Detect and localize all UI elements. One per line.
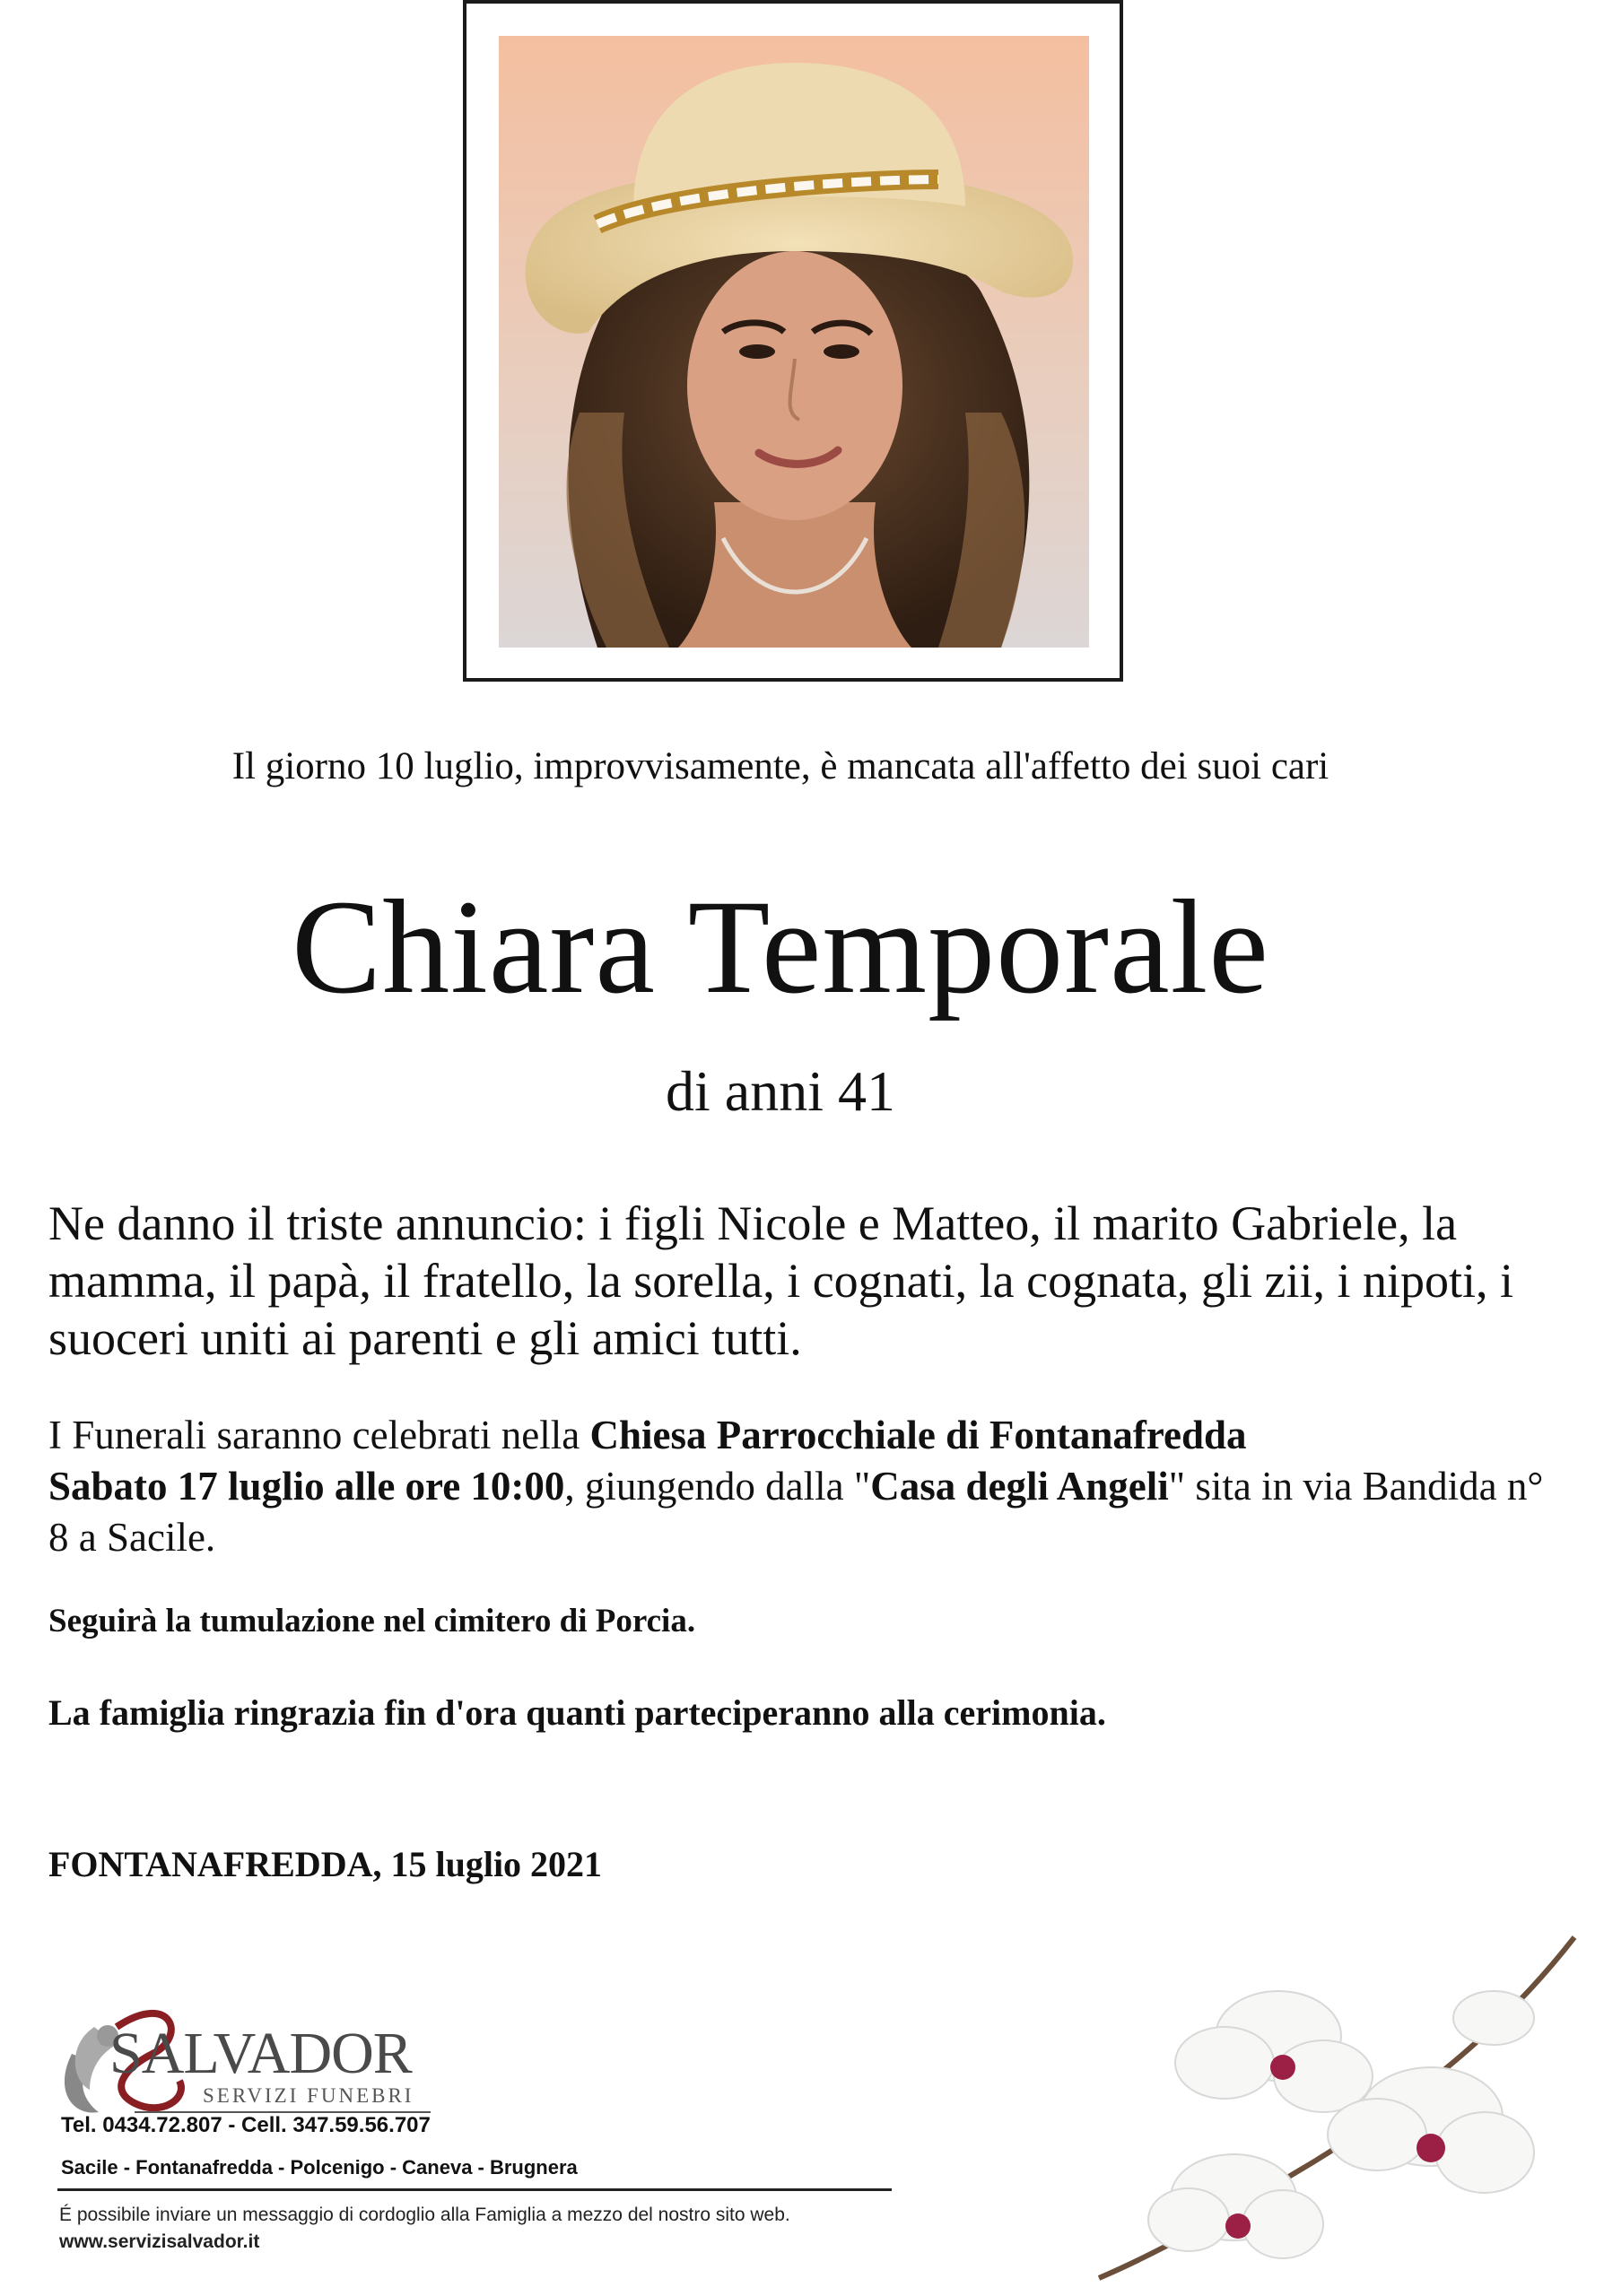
funeral-text-part3: " sita in via Bandida n° 8 a Sacile.	[48, 1464, 1544, 1560]
funeral-details	[48, 1410, 1573, 1563]
intro-text: Il giorno 10 luglio, improvvisamente, è mancata all'affetto dei suoi cari	[231, 745, 1329, 787]
funeral-date: Sabato 17 luglio alle ore 10:00	[48, 1464, 565, 1509]
place-date: FONTANAFREDDA, 15 luglio 2021	[48, 1844, 603, 1884]
announcement-text: Ne danno il triste annuncio: i figli Nicole e Matteo, il marito Gabriele, la mamma, il papà, il fratello, la sorella, i cognati, la cognata, gli zii, i nipoti, i suoceri uniti ai parenti e gli amici tutti.	[48, 1196, 1514, 1365]
burial-text: Seguirà la tumulazione nel cimitero di Porcia.	[48, 1603, 696, 1639]
condolence-message: É possibile inviare un messaggio di cordoglio alla Famiglia a mezzo del nostro sito web.	[59, 2205, 790, 2225]
logo-wordmark: SALVADOR	[109, 2021, 412, 2086]
portrait-frame	[463, 0, 1123, 682]
service-towns: Sacile - Fontanafredda - Polcenigo - Caneva - Brugnera	[61, 2156, 578, 2179]
thanks-text: La famiglia ringrazia fin d'ora quanti parteciperanno alla cerimonia.	[48, 1692, 1106, 1733]
funeral-text-part1: I Funerali saranno celebrati nella	[48, 1413, 590, 1457]
phone-numbers: Tel. 0434.72.807 - Cell. 347.59.56.707	[61, 2113, 431, 2137]
logo-subtitle: SERVIZI FUNEBRI	[203, 2084, 414, 2107]
deceased-name: Chiara Temporale	[292, 873, 1269, 1022]
funeral-church: Chiesa Parrocchiale di Fontanafredda	[589, 1413, 1247, 1457]
funeral-text-part2: , giungendo dalla "	[564, 1464, 871, 1509]
footer-divider	[57, 2188, 892, 2191]
funeral-home: Casa degli Angeli	[870, 1464, 1169, 1509]
portrait-photo	[499, 36, 1089, 648]
website-link[interactable]: www.servizisalvador.it	[59, 2231, 260, 2252]
deceased-age: di anni 41	[666, 1059, 895, 1123]
orchid-decoration-icon	[1090, 1910, 1592, 2292]
